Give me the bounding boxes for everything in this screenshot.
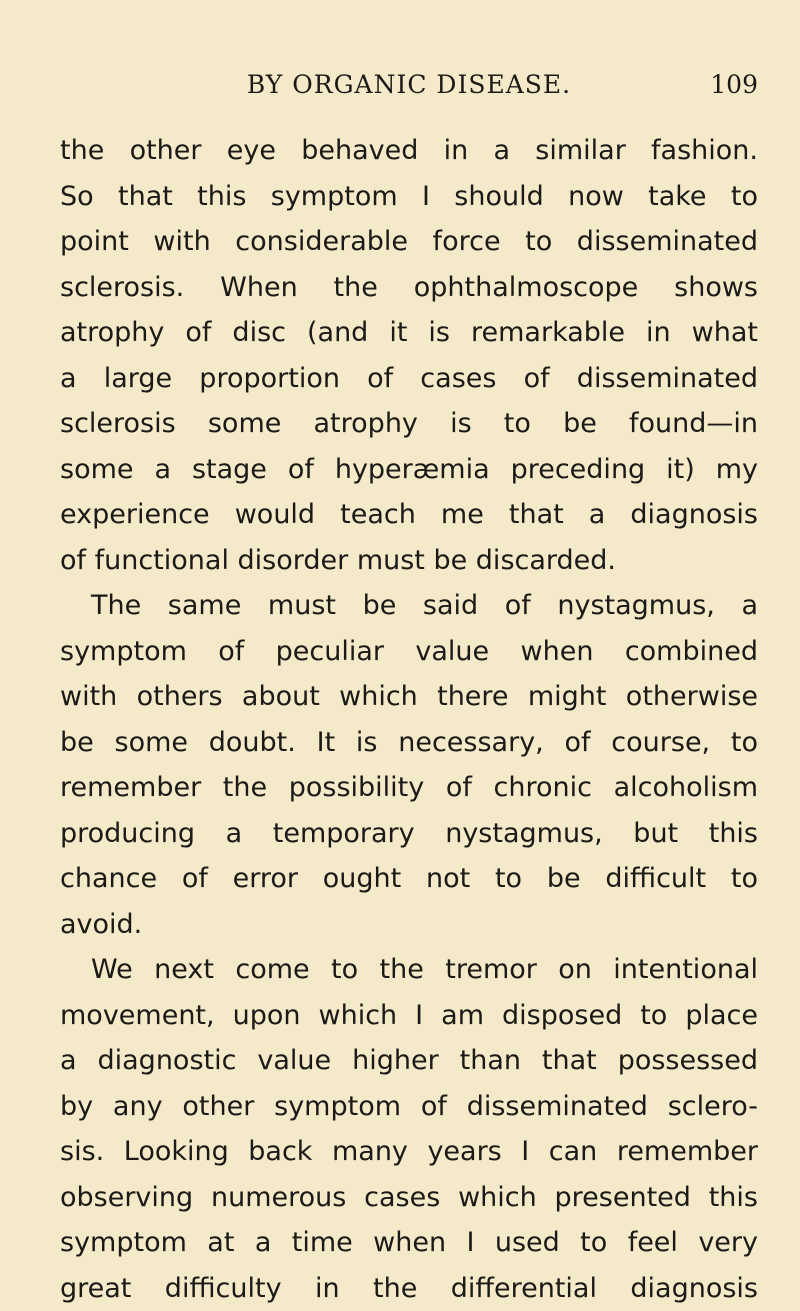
text-line: sis. Looking back many years I can remember <box>60 1129 758 1175</box>
text-line: remember the possibility of chronic alcoholism <box>60 765 758 811</box>
text-line: experience would teach me that a diagnosis <box>60 492 758 538</box>
text-line: observing numerous cases which presented this <box>60 1175 758 1221</box>
text-line: some a stage of hyperæmia preceding it) my <box>60 447 758 493</box>
text-line: great difficulty in the differential diagnosis <box>60 1266 758 1311</box>
text-line: producing a temporary nystagmus, but this <box>60 811 758 857</box>
running-head <box>60 62 758 110</box>
text-line: sclerosis. When the ophthalmoscope shows <box>60 265 758 311</box>
text-line: avoid. <box>60 902 758 948</box>
text-line: the other eye behaved in a similar fashion. <box>60 128 758 174</box>
text-line: The same must be said of nystagmus, a <box>60 583 758 629</box>
text-line: symptom at a time when I used to feel very <box>60 1220 758 1266</box>
text-line: chance of error ought not to be difficult to <box>60 856 758 902</box>
body-text <box>60 128 758 1311</box>
text-line: a large proportion of cases of disseminated <box>60 356 758 402</box>
text-line: movement, upon which I am disposed to place <box>60 993 758 1039</box>
text-line: So that this symptom I should now take to <box>60 174 758 220</box>
running-title: BY ORGANIC DISEASE. <box>60 70 758 100</box>
text-line: a diagnostic value higher than that possessed <box>60 1038 758 1084</box>
page-number: 109 <box>710 70 758 100</box>
text-line: with others about which there might otherwise <box>60 674 758 720</box>
text-line: atrophy of disc (and it is remarkable in what <box>60 310 758 356</box>
text-line: point with considerable force to disseminated <box>60 219 758 265</box>
text-line: symptom of peculiar value when combined <box>60 629 758 675</box>
text-line: We next come to the tremor on intentional <box>60 947 758 993</box>
text-line: by any other symptom of disseminated sclero- <box>60 1084 758 1130</box>
text-line: of functional disorder must be discarded. <box>60 538 758 584</box>
text-line: sclerosis some atrophy is to be found—in <box>60 401 758 447</box>
text-line: be some doubt. It is necessary, of course, to <box>60 720 758 766</box>
